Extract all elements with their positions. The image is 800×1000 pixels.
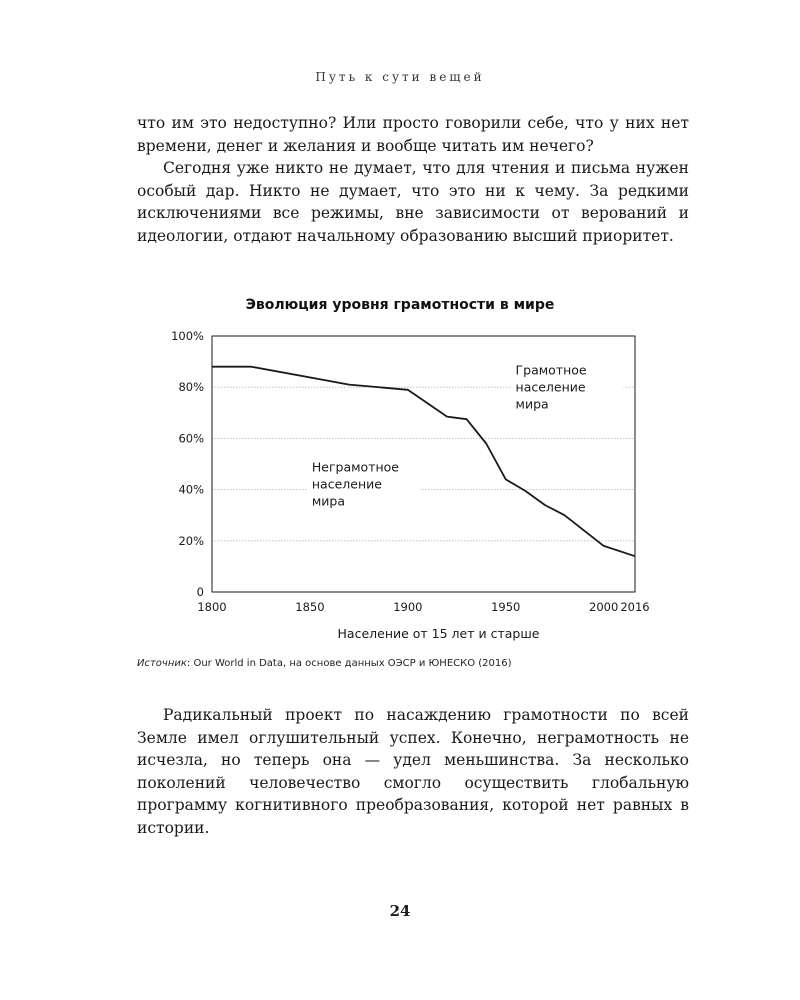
annotation-label: население (311, 476, 382, 492)
y-tick-label: 100% (171, 329, 204, 343)
chart-title: Эволюция уровня грамотности в мире (245, 297, 555, 313)
text-block-top (137, 112, 689, 248)
source-text: : Our World in Data, на основе данных ОЭСР и ЮНЕСКО (2016) (186, 658, 512, 669)
literacy-chart (160, 322, 660, 652)
chart-source (137, 658, 697, 669)
y-tick-label: 20% (178, 533, 204, 548)
annotation-label: население (515, 379, 586, 395)
paragraph: Радикальный проект по насаждению грамотности по всей Земле имел оглушительный успех. Конечно, неграмотность не исчезла, но теперь она — удел меньшинства. За несколько поколений человечество смогло осуществить глобальную программу когнитивного преобразования, которой нет равных в истории. (137, 706, 689, 837)
y-tick-label: 0 (196, 585, 204, 599)
text-block-bottom (137, 704, 689, 840)
paragraph: Сегодня уже никто не думает, что для чтения и письма нужен особый дар. Никто не думает, что это ни к чему. За редкими исключениями все режимы, вне зависимости от верований и идеологии, отдают начальному образованию высший приоритет. (137, 159, 689, 245)
x-tick-label: 1900 (393, 600, 423, 614)
running-head: Путь к сути вещей (315, 70, 485, 84)
x-axis-label: Население от 15 лет и старше (337, 626, 540, 641)
page-number: 24 (389, 902, 411, 920)
x-tick-label: 1800 (197, 600, 227, 614)
annotation-label: Грамотное (515, 362, 587, 378)
y-tick-label: 40% (178, 482, 204, 497)
annotation-label: Неграмотное (311, 459, 399, 475)
y-tick-label: 60% (178, 431, 204, 446)
x-tick-label: 1850 (295, 600, 325, 614)
source-label: Источник (137, 658, 187, 669)
x-tick-label: 2016 (620, 600, 650, 614)
paragraph: что им это недоступно? Или просто говорили себе, что у них нет времени, денег и желания и вообще читать им нечего? (137, 114, 689, 155)
annotation-label: мира (515, 396, 549, 412)
y-tick-label: 80% (178, 380, 204, 395)
x-tick-label: 2000 (589, 600, 619, 614)
annotation-label: мира (311, 493, 346, 509)
x-tick-label: 1950 (491, 600, 521, 614)
